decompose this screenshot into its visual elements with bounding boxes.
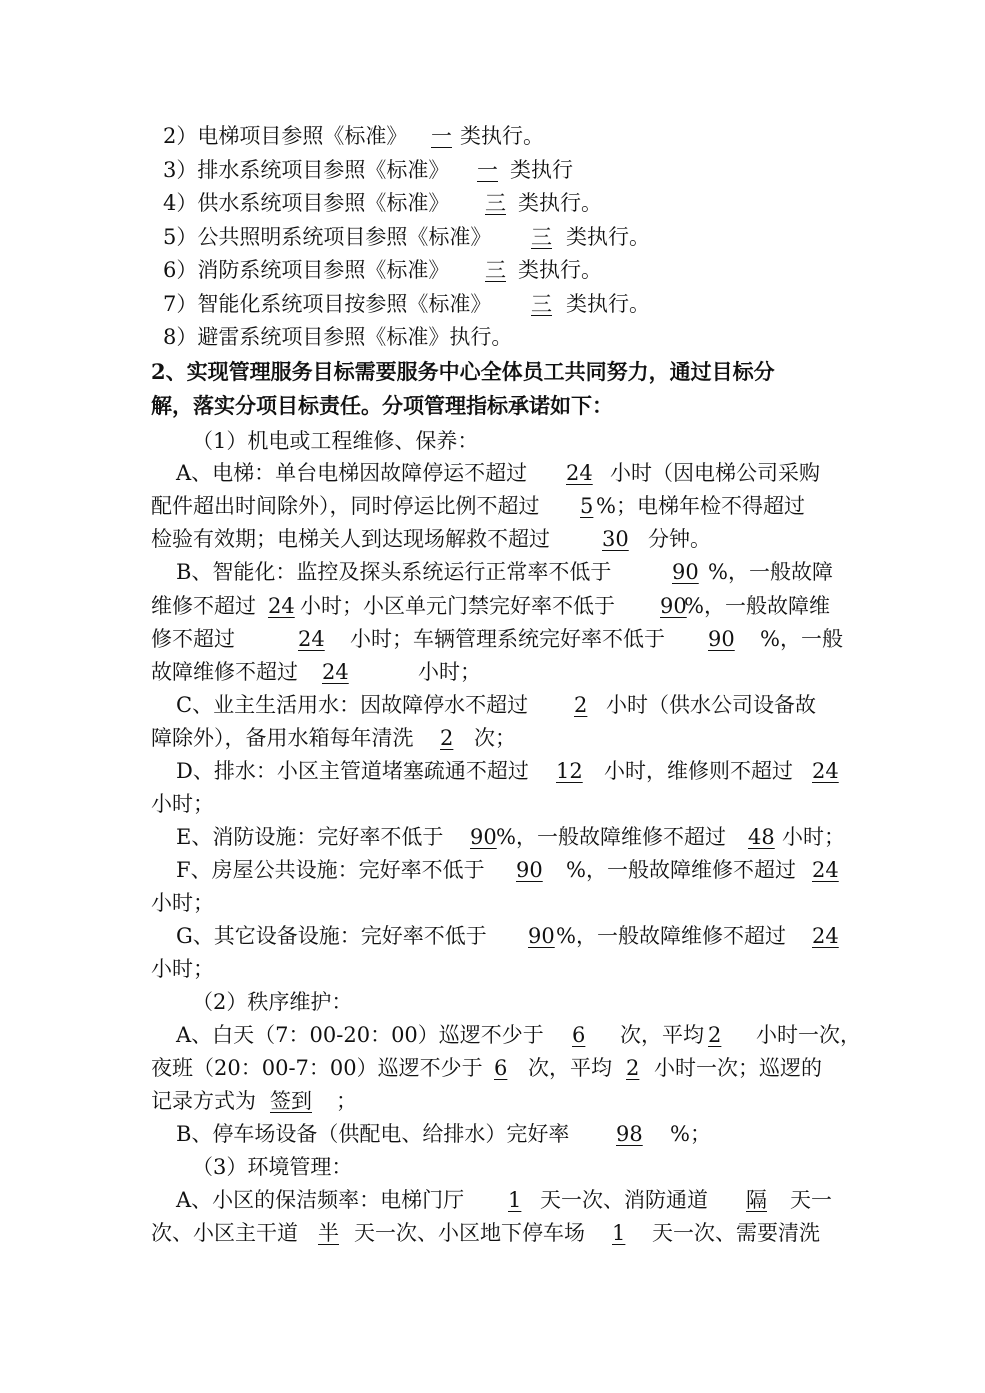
paragraph-elevator-line-1 xyxy=(0,456,985,490)
text-segment: 夜班（20：00-7：00）巡逻不少于 xyxy=(151,1056,483,1080)
filled-value: 24 xyxy=(268,594,295,618)
filled-value: 48 xyxy=(748,825,775,849)
text-segment: %，一般故障维修不超过 xyxy=(556,924,786,948)
text-segment: %，一般故障维修不超过 xyxy=(496,825,726,849)
filled-value: 半 xyxy=(318,1221,339,1245)
subheading-environment xyxy=(0,1150,985,1184)
filled-value: 24 xyxy=(812,924,839,948)
paragraph-drainage-line-2 xyxy=(0,787,985,821)
filled-value: 一 xyxy=(477,158,498,182)
filled-value: 90 xyxy=(708,627,735,651)
filled-value: 90 xyxy=(660,594,687,618)
filled-value: 6 xyxy=(572,1023,586,1047)
text-segment: %，一般故障维修不超过 xyxy=(566,858,796,882)
filled-value: 90 xyxy=(516,858,543,882)
filled-value: 90 xyxy=(470,825,497,849)
text-segment: 小时；车辆管理系统完好率不低于 xyxy=(350,627,665,651)
paragraph-cleaning-line-1 xyxy=(0,1183,985,1217)
filled-value: 隔 xyxy=(746,1188,767,1212)
filled-value: 24 xyxy=(812,759,839,783)
text-segment: 类执行 xyxy=(510,158,573,182)
text-segment: E、消防设施：完好率不低于 xyxy=(176,825,444,849)
text-segment: 小时； xyxy=(782,825,845,849)
filled-value: 12 xyxy=(556,759,583,783)
text-segment: 类执行。 xyxy=(566,225,650,249)
text-segment: 障除外），备用水箱每年清洗 xyxy=(151,726,414,750)
filled-value: 24 xyxy=(298,627,325,651)
text-segment: 8）避雷系统项目参照《标准》执行。 xyxy=(163,325,513,349)
text-segment: 小时一次；巡逻的 xyxy=(654,1056,822,1080)
text-segment: 类执行。 xyxy=(460,124,544,148)
text-segment: G、其它设备设施：完好率不低于 xyxy=(176,924,487,948)
text-segment: 7）智能化系统项目按参照《标准》 xyxy=(163,292,492,316)
paragraph-intelligent-line-2 xyxy=(0,589,985,623)
text-segment: 3）排水系统项目参照《标准》 xyxy=(163,158,450,182)
text-segment: 2）电梯项目参照《标准》 xyxy=(163,124,408,148)
text-segment: 6）消防系统项目参照《标准》 xyxy=(163,258,450,282)
text-segment: 修不超过 xyxy=(151,627,235,651)
text-segment: %； xyxy=(670,1122,711,1146)
text-segment: 类执行。 xyxy=(518,258,602,282)
paragraph-cleaning-line-2 xyxy=(0,1216,985,1250)
text-segment: （2）秩序维护： xyxy=(192,990,353,1014)
text-segment: 次、小区主干道 xyxy=(151,1221,298,1245)
text-segment: 小时；小区单元门禁完好率不低于 xyxy=(300,594,615,618)
paragraph-patrol-line-2 xyxy=(0,1051,985,1085)
filled-value: 90 xyxy=(528,924,555,948)
text-segment: 检验有效期；电梯关人到达现场解救不超过 xyxy=(151,527,550,551)
text-segment: %；电梯年检不得超过 xyxy=(596,494,805,518)
text-segment: A、白天（7：00-20：00）巡逻不少于 xyxy=(176,1023,544,1047)
filled-value: 三 xyxy=(531,225,552,249)
filled-value: 三 xyxy=(485,258,506,282)
text-segment: 小时； xyxy=(151,957,214,981)
text-segment: 分钟。 xyxy=(648,527,711,551)
text-segment: 解，落实分项目标责任。分项管理指标承诺如下： xyxy=(151,393,613,418)
line-elevator-standard xyxy=(0,119,985,153)
filled-value: 2 xyxy=(708,1023,722,1047)
paragraph-elevator-line-3 xyxy=(0,522,985,556)
paragraph-building-facilities-line-1 xyxy=(0,853,985,887)
text-segment: B、停车场设备（供配电、给排水）完好率 xyxy=(176,1122,570,1146)
text-segment: 小时（因电梯公司采购 xyxy=(610,461,820,485)
paragraph-patrol-line-3 xyxy=(0,1084,985,1118)
subheading-maintenance xyxy=(0,424,985,458)
text-segment: 故障维修不超过 xyxy=(151,660,298,684)
section-heading-line-1 xyxy=(0,355,985,389)
text-segment: D、排水：小区主管道堵塞疏通不超过 xyxy=(176,759,529,783)
paragraph-elevator-line-2 xyxy=(0,489,985,523)
subheading-order-maintenance xyxy=(0,985,985,1019)
text-segment: 类执行。 xyxy=(518,191,602,215)
paragraph-intelligent-line-1 xyxy=(0,555,985,589)
text-segment: 次； xyxy=(474,726,516,750)
filled-value: 一 xyxy=(431,124,452,148)
filled-value: 98 xyxy=(616,1122,643,1146)
text-segment: 配件超出时间除外），同时停运比例不超过 xyxy=(151,494,540,518)
filled-value: 24 xyxy=(322,660,349,684)
text-segment: 类执行。 xyxy=(566,292,650,316)
text-segment: 天一次、需要清洗 xyxy=(652,1221,820,1245)
section-heading-line-2 xyxy=(0,389,985,423)
text-segment: 4）供水系统项目参照《标准》 xyxy=(163,191,450,215)
text-segment: %，一般故障 xyxy=(708,560,833,584)
filled-value: 6 xyxy=(494,1056,508,1080)
paragraph-fire-facilities xyxy=(0,820,985,854)
text-segment: 天一次、消防通道 xyxy=(540,1188,708,1212)
text-segment: 天一 xyxy=(790,1188,832,1212)
text-segment: 小时； xyxy=(418,660,481,684)
paragraph-other-facilities-line-1 xyxy=(0,919,985,953)
text-segment: %，一般 xyxy=(760,627,843,651)
text-segment: （3）环境管理： xyxy=(192,1155,353,1179)
text-segment: （1）机电或工程维修、保养： xyxy=(192,429,479,453)
line-intelligent-system-standard xyxy=(0,287,985,321)
text-segment: 维修不超过 xyxy=(151,594,256,618)
text-segment: F、房屋公共设施：完好率不低于 xyxy=(176,858,485,882)
paragraph-other-facilities-line-2 xyxy=(0,952,985,986)
filled-value: 签到 xyxy=(270,1089,312,1113)
filled-value: 5 xyxy=(580,494,594,518)
text-segment: 次，平均 xyxy=(620,1023,704,1047)
text-segment: %，一般故障维 xyxy=(684,594,830,618)
filled-value: 24 xyxy=(812,858,839,882)
line-lightning-protection-standard xyxy=(0,320,985,354)
paragraph-parking-equipment xyxy=(0,1117,985,1151)
text-segment: 小时一次， xyxy=(756,1023,861,1047)
paragraph-patrol-line-1 xyxy=(0,1018,985,1052)
text-segment: 小时； xyxy=(151,891,214,915)
filled-value: 2 xyxy=(574,693,588,717)
filled-value: 1 xyxy=(612,1221,626,1245)
line-fire-protection-standard xyxy=(0,253,985,287)
paragraph-intelligent-line-3 xyxy=(0,622,985,656)
filled-value: 2 xyxy=(626,1056,640,1080)
text-segment: 次，平均 xyxy=(528,1056,612,1080)
text-segment: 小时，维修则不超过 xyxy=(604,759,793,783)
filled-value: 90 xyxy=(672,560,699,584)
paragraph-water-line-2 xyxy=(0,721,985,755)
text-segment: A、电梯：单台电梯因故障停运不超过 xyxy=(176,461,528,485)
text-segment: 小时； xyxy=(151,792,214,816)
text-segment: 2、实现管理服务目标需要服务中心全体员工共同努力，通过目标分 xyxy=(151,359,775,384)
filled-value: 三 xyxy=(485,191,506,215)
text-segment: ； xyxy=(336,1089,357,1113)
paragraph-drainage-line-1 xyxy=(0,754,985,788)
text-segment: 天一次、小区地下停车场 xyxy=(354,1221,585,1245)
line-drainage-standard xyxy=(0,153,985,187)
text-segment: A、小区的保洁频率：电梯门厅 xyxy=(176,1188,465,1212)
filled-value: 24 xyxy=(566,461,593,485)
paragraph-water-line-1 xyxy=(0,688,985,722)
line-public-lighting-standard xyxy=(0,220,985,254)
filled-value: 2 xyxy=(440,726,454,750)
filled-value: 1 xyxy=(508,1188,522,1212)
filled-value: 30 xyxy=(602,527,629,551)
filled-value: 三 xyxy=(531,292,552,316)
text-segment: 5）公共照明系统项目参照《标准》 xyxy=(163,225,492,249)
text-segment: 记录方式为 xyxy=(151,1089,256,1113)
paragraph-intelligent-line-4 xyxy=(0,655,985,689)
text-segment: C、业主生活用水：因故障停水不超过 xyxy=(176,693,529,717)
paragraph-building-facilities-line-2 xyxy=(0,886,985,920)
text-segment: B、智能化：监控及探头系统运行正常率不低于 xyxy=(176,560,612,584)
line-water-supply-standard xyxy=(0,186,985,220)
text-segment: 小时（供水公司设备故 xyxy=(606,693,816,717)
